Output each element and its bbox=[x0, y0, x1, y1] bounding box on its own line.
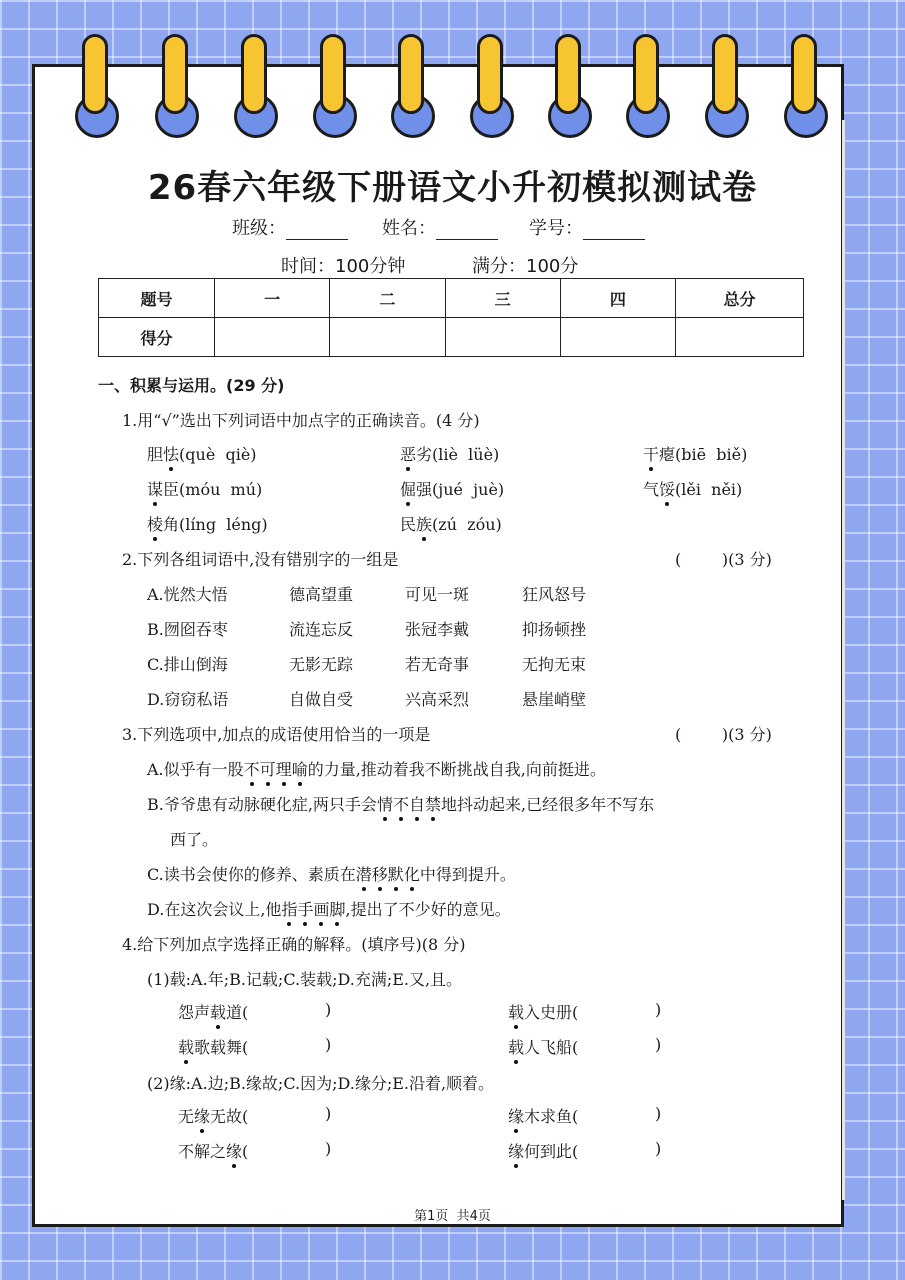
q2-word: 抑扬顿挫 bbox=[522, 620, 587, 639]
q2-word: 无影无踪 bbox=[289, 655, 354, 674]
binder-ring bbox=[543, 34, 597, 134]
dotted-char: 缘 bbox=[508, 1142, 525, 1161]
full-score: 满分：100分 bbox=[472, 256, 579, 277]
question-3-stem: 3.下列选项中,加点的成语使用恰当的一项是 bbox=[122, 725, 431, 744]
class-field[interactable] bbox=[232, 214, 348, 240]
word-char: 瘪 bbox=[659, 445, 676, 464]
q4-item[interactable] bbox=[508, 1104, 578, 1127]
dotted-char: 化 bbox=[403, 865, 420, 884]
q4-item[interactable] bbox=[178, 1000, 248, 1023]
dotted-char: 脚 bbox=[329, 900, 346, 919]
binder-ring bbox=[70, 34, 124, 134]
answer-paren[interactable]: ( )(3 分) bbox=[675, 550, 772, 569]
score-table-header-row bbox=[99, 279, 804, 318]
dotted-char: 指 bbox=[281, 900, 298, 919]
binder-ring bbox=[700, 34, 754, 134]
table-cell: 题号 bbox=[99, 279, 215, 318]
q4-item[interactable] bbox=[508, 1035, 578, 1058]
score-input-cell[interactable] bbox=[330, 318, 445, 357]
dotted-char: 载 bbox=[178, 1038, 195, 1057]
q4-item[interactable] bbox=[178, 1104, 248, 1127]
item-text: 怨声 bbox=[178, 1003, 211, 1022]
table-cell: 四 bbox=[560, 279, 675, 318]
table-cell: 三 bbox=[445, 279, 560, 318]
answer-paren[interactable]: ( )(3 分) bbox=[675, 725, 772, 744]
q2-option-a[interactable]: A.恍然大悟 bbox=[147, 585, 228, 604]
q2-word: 自做自受 bbox=[289, 690, 354, 709]
dotted-char: 手 bbox=[297, 900, 314, 919]
class-label: 班级： bbox=[232, 218, 286, 239]
dotted-char: 不 bbox=[392, 795, 409, 814]
table-cell: 得分 bbox=[99, 318, 215, 357]
option-text: B.爷爷患有动脉硬化症,两只手会 bbox=[147, 795, 377, 814]
q1-item[interactable] bbox=[400, 512, 502, 535]
name-label: 姓名： bbox=[382, 218, 436, 239]
dotted-char: 潜 bbox=[355, 865, 372, 884]
q1-item[interactable] bbox=[643, 442, 747, 465]
q3-option-a[interactable] bbox=[147, 757, 606, 780]
class-blank[interactable] bbox=[286, 221, 348, 240]
word-char: 角 bbox=[163, 515, 180, 534]
dotted-char: 禁 bbox=[424, 795, 441, 814]
score-table bbox=[98, 278, 804, 357]
q1-item[interactable] bbox=[643, 477, 742, 500]
paper-edge bbox=[842, 120, 845, 1200]
item-text: 何到此( bbox=[524, 1142, 579, 1161]
table-cell: 一 bbox=[215, 279, 330, 318]
dotted-char: 缘 bbox=[194, 1107, 211, 1126]
dotted-char: 干 bbox=[643, 445, 660, 464]
q4-part2-definitions: (2)缘:A.边;B.缘故;C.因为;D.缘分;E.沿着,顺着。 bbox=[147, 1074, 495, 1093]
q2-word: 德高望重 bbox=[289, 585, 354, 604]
binder-ring bbox=[779, 34, 833, 134]
q2-word: 可见一斑 bbox=[405, 585, 470, 604]
answer-close-paren: ) bbox=[325, 1139, 332, 1158]
q2-word: 悬崖峭壁 bbox=[522, 690, 587, 709]
q3-option-d[interactable] bbox=[147, 897, 511, 920]
option-text: 的力量,推动着我不断挑战自我,向前挺进。 bbox=[307, 760, 606, 779]
dotted-char: 不 bbox=[243, 760, 260, 779]
binder-ring bbox=[621, 34, 675, 134]
q1-item[interactable] bbox=[147, 512, 268, 535]
dotted-char: 载 bbox=[508, 1038, 525, 1057]
dotted-char: 棱 bbox=[147, 515, 164, 534]
score-input-cell[interactable] bbox=[676, 318, 804, 357]
q2-option-c[interactable]: C.排山倒海 bbox=[147, 655, 228, 674]
dotted-char: 情 bbox=[376, 795, 393, 814]
dotted-char: 载 bbox=[508, 1003, 525, 1022]
item-text: 木求鱼( bbox=[524, 1107, 579, 1126]
pinyin-options: (móu mú) bbox=[179, 480, 263, 499]
q4-item[interactable] bbox=[178, 1035, 248, 1058]
dotted-char: 谋 bbox=[147, 480, 164, 499]
binder-ring bbox=[308, 34, 362, 134]
q2-option-b[interactable]: B.囫囵吞枣 bbox=[147, 620, 228, 639]
table-cell: 二 bbox=[330, 279, 445, 318]
word-char: 气 bbox=[643, 480, 660, 499]
dotted-char: 缘 bbox=[226, 1142, 243, 1161]
binder-ring bbox=[229, 34, 283, 134]
item-text: 入史册( bbox=[524, 1003, 579, 1022]
option-text: 中得到提升。 bbox=[419, 865, 516, 884]
exam-time: 时间：100分钟 bbox=[281, 256, 406, 277]
dotted-char: 画 bbox=[313, 900, 330, 919]
q1-item[interactable] bbox=[147, 442, 257, 465]
q2-word: 张冠李戴 bbox=[405, 620, 470, 639]
question-2-stem: 2.下列各组词语中,没有错别字的一组是 bbox=[122, 550, 399, 569]
pinyin-options: (biē biě) bbox=[675, 445, 748, 464]
dotted-char: 怯 bbox=[163, 445, 180, 464]
id-field[interactable] bbox=[529, 214, 645, 240]
pinyin-options: (lěi něi) bbox=[675, 480, 743, 499]
answer-close-paren: ) bbox=[655, 1000, 662, 1019]
q3-option-b[interactable] bbox=[147, 792, 654, 815]
binder-ring bbox=[386, 34, 440, 134]
name-blank[interactable] bbox=[436, 221, 498, 240]
q1-item[interactable] bbox=[400, 477, 504, 500]
q3-option-c[interactable] bbox=[147, 862, 516, 885]
q2-word: 兴高采烈 bbox=[405, 690, 470, 709]
answer-close-paren: ) bbox=[325, 1000, 332, 1019]
score-table-score-row bbox=[99, 318, 804, 357]
word-char: 强 bbox=[416, 480, 433, 499]
option-text: ,提出了不少好的意见。 bbox=[345, 900, 511, 919]
dotted-char: 可 bbox=[259, 760, 276, 779]
pinyin-options: (què qiè) bbox=[179, 445, 257, 464]
q1-item[interactable] bbox=[400, 442, 499, 465]
dotted-char: 载 bbox=[210, 1003, 227, 1022]
answer-close-paren: ) bbox=[655, 1035, 662, 1054]
q2-option-d[interactable]: D.窃窃私语 bbox=[147, 690, 229, 709]
dotted-char: 缘 bbox=[508, 1107, 525, 1126]
item-text: ( bbox=[242, 1142, 249, 1161]
q2-word: 狂风怒号 bbox=[522, 585, 587, 604]
page-title: 26春六年级下册语文小升初模拟测试卷 bbox=[147, 168, 758, 208]
question-1-stem: 1.用“√”选出下列词语中加点字的正确读音。(4 分) bbox=[122, 411, 480, 430]
dotted-char: 倔 bbox=[400, 480, 417, 499]
dotted-char: 喻 bbox=[291, 760, 308, 779]
item-text: 道( bbox=[226, 1003, 249, 1022]
q4-item[interactable] bbox=[178, 1139, 248, 1162]
id-label: 学号： bbox=[529, 218, 583, 239]
option-text: 地抖动起来,已经很多年不写东 bbox=[441, 795, 655, 814]
pinyin-options: (liè lüè) bbox=[432, 445, 500, 464]
option-text: D.在这次会议上,他 bbox=[147, 900, 282, 919]
dotted-char: 馁 bbox=[659, 480, 676, 499]
q1-item[interactable] bbox=[147, 477, 262, 500]
dotted-char: 自 bbox=[408, 795, 425, 814]
q2-word: 流连忘反 bbox=[289, 620, 354, 639]
dotted-char: 恶 bbox=[400, 445, 417, 464]
q3-option-b-line2: 西了。 bbox=[170, 830, 219, 849]
id-blank[interactable] bbox=[583, 221, 645, 240]
question-4-stem: 4.给下列加点字选择正确的解释。(填序号)(8 分) bbox=[122, 935, 466, 954]
q4-item[interactable] bbox=[508, 1000, 578, 1023]
score-input-cell[interactable] bbox=[445, 318, 560, 357]
binder-ring bbox=[465, 34, 519, 134]
item-text: 人飞船( bbox=[524, 1038, 579, 1057]
word-char: 劣 bbox=[416, 445, 433, 464]
q4-part1-definitions: (1)载:A.年;B.记载;C.装载;D.充满;E.又,且。 bbox=[147, 970, 463, 989]
option-text: C.读书会使你的修养、素质在 bbox=[147, 865, 356, 884]
name-field[interactable] bbox=[382, 214, 498, 240]
item-text: 歌载舞( bbox=[194, 1038, 249, 1057]
section-heading: 一、积累与运用。(29 分) bbox=[98, 376, 285, 395]
score-input-cell[interactable] bbox=[215, 318, 330, 357]
item-text: 不解之 bbox=[178, 1142, 227, 1161]
dotted-char: 移 bbox=[371, 865, 388, 884]
answer-close-paren: ) bbox=[655, 1139, 662, 1158]
dotted-char: 默 bbox=[387, 865, 404, 884]
pinyin-options: (líng léng) bbox=[179, 515, 268, 534]
answer-close-paren: ) bbox=[655, 1104, 662, 1123]
table-cell: 总分 bbox=[676, 279, 804, 318]
binder-ring bbox=[150, 34, 204, 134]
q4-item[interactable] bbox=[508, 1139, 578, 1162]
word-char: 胆 bbox=[147, 445, 164, 464]
answer-close-paren: ) bbox=[325, 1035, 332, 1054]
item-text: 无故( bbox=[210, 1107, 249, 1126]
dotted-char: 理 bbox=[275, 760, 292, 779]
word-char: 民 bbox=[400, 515, 417, 534]
page-number: 第1页 共4页 bbox=[414, 1209, 491, 1224]
q2-word: 若无奇事 bbox=[405, 655, 470, 674]
q2-word: 无拘无束 bbox=[522, 655, 587, 674]
answer-close-paren: ) bbox=[325, 1104, 332, 1123]
score-input-cell[interactable] bbox=[560, 318, 675, 357]
word-char: 臣 bbox=[163, 480, 180, 499]
pinyin-options: (zú zóu) bbox=[432, 515, 502, 534]
item-text: 无 bbox=[178, 1107, 195, 1126]
pinyin-options: (jué juè) bbox=[432, 480, 505, 499]
dotted-char: 族 bbox=[416, 515, 433, 534]
option-text: A.似乎有一股 bbox=[147, 760, 244, 779]
